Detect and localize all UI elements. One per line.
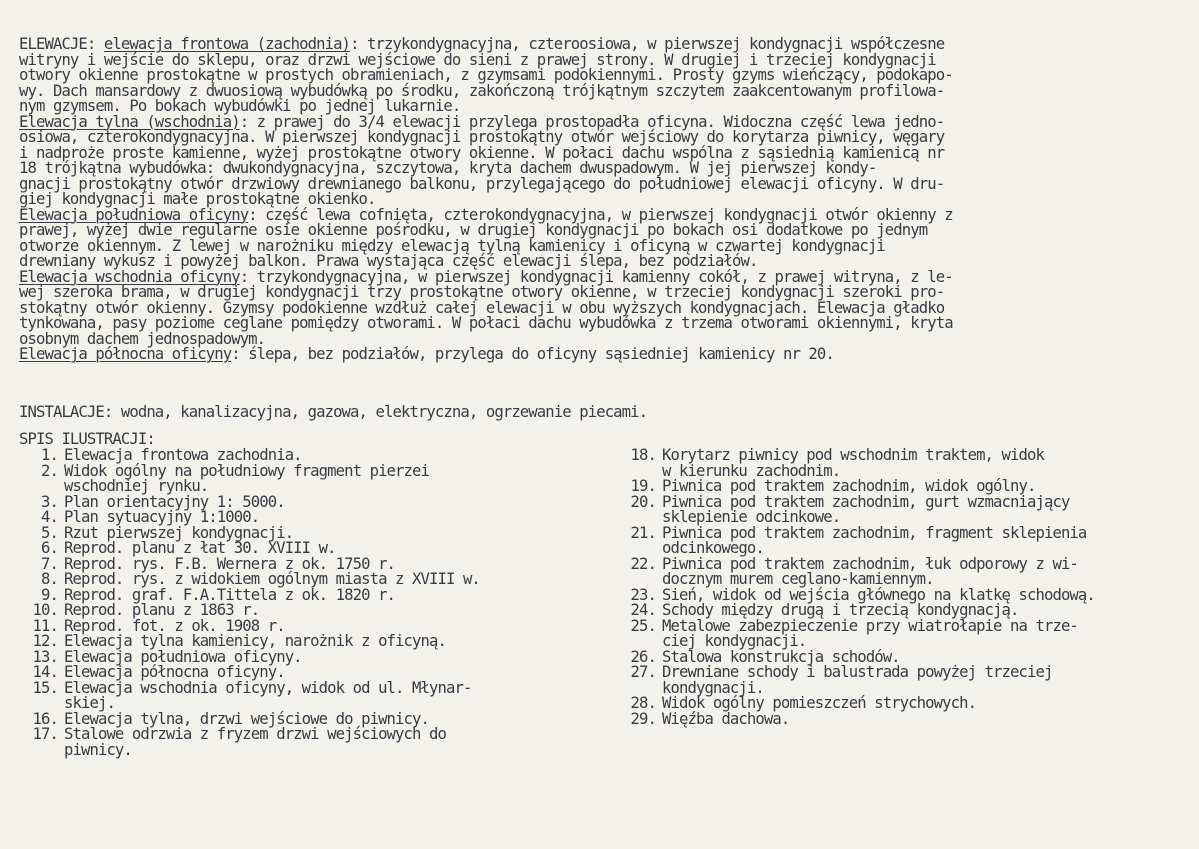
list-item xyxy=(612,709,1095,728)
item-text: Korytarz piwnicy pod wschodnim traktem, widok xyxy=(662,446,1044,464)
text-span: i nadproże proste kamienne, wyżej prostokątne otwory okienne. W połaci dachu wspólna z sąsiednią kamienicą nr xyxy=(19,143,945,162)
text-span: osobnym dachem jednospadowym. xyxy=(19,329,266,348)
illustrations-list-right xyxy=(612,448,1095,727)
item-text: Piwnica pod traktem zachodnim, gurt wzmacniający xyxy=(662,492,1070,511)
item-text: Plan sytuacyjny 1:1000. xyxy=(64,508,260,526)
item-text: docznym murem ceglano-kamiennym. xyxy=(662,570,934,588)
item-number: 18. xyxy=(630,446,656,464)
item-text: Rzut pierwszej kondygnacji. xyxy=(64,523,294,542)
item-text: Metalowe zabezpieczenie przy wiatrołapie na trze- xyxy=(662,616,1078,635)
item-text: Schody między drugą i trzecią kondygnacją. xyxy=(662,601,1019,619)
item-number: 16. xyxy=(32,709,58,728)
item-number: 10. xyxy=(32,601,58,619)
item-number: 4. xyxy=(41,508,58,526)
item-number: 25. xyxy=(630,616,656,635)
item-number: 6. xyxy=(41,539,58,557)
item-text: Elewacja frontowa zachodnia. xyxy=(64,446,302,464)
item-text: Elewacja tylna kamienicy, narożnik z oficyną. xyxy=(64,632,446,650)
installations-line: INSTALACJE: wodna, kanalizacyjna, gazowa, elektryczna, ogrzewanie piecami. xyxy=(19,403,648,421)
list-item xyxy=(14,678,480,712)
item-number: 22. xyxy=(630,554,656,573)
text-span: nym gzymsem. Po bokach wybudówki po jednej lukarnie. xyxy=(19,97,461,115)
item-number: 5. xyxy=(41,523,58,542)
section-heading: Elewacja tylna (wschodnia) xyxy=(19,112,240,131)
text-span: : ślepa, bez podziałów, przylega do oficyny sąsiedniej kamienicy nr 20. xyxy=(231,345,834,363)
list-item xyxy=(14,727,480,758)
item-text: Plan orientacyjny 1: 5000. xyxy=(64,492,285,511)
item-number: 21. xyxy=(630,523,656,542)
text-span: tynkowana, pasy poziome ceglane pomiędzy otworami. W połaci dachu wybudówka z trzema otworami okiennymi, kryta xyxy=(19,314,953,332)
item-number: 1. xyxy=(41,446,58,464)
item-number: 7. xyxy=(41,554,58,573)
item-text: Reprod. planu z łat 30. XVIII w. xyxy=(64,539,336,557)
item-text: odcinkowego. xyxy=(662,539,764,557)
section-heading: Elewacja południowa oficyny xyxy=(19,205,249,224)
text-span: : z prawej do 3/4 elewacji przylega prostopadła oficyna. Widoczna część lewa jedno- xyxy=(239,112,945,131)
item-number: 11. xyxy=(32,616,58,635)
text-span: stokątny otwór okienny. Gzymsy podokienne wzdłuż całej elewacji w obu wyższych kondygnacjach. Elewacja gładko xyxy=(19,298,945,317)
item-text: ciej kondygnacji. xyxy=(662,632,807,650)
elevations-section xyxy=(19,37,1184,363)
item-text: kondygnacji. xyxy=(662,678,764,697)
list-item xyxy=(612,665,1095,696)
item-text: Reprod. rys. F.B. Wernera z ok. 1750 r. xyxy=(64,554,396,573)
illustrations-list-left xyxy=(14,448,480,758)
item-number: 15. xyxy=(32,678,58,697)
item-text: Sień, widok od wejścia głównego na klatkę schodową. xyxy=(662,585,1095,604)
item-text: Piwnica pod traktem zachodnim, fragment sklepienia xyxy=(662,523,1087,542)
item-text: Stalowa konstrukcja schodów. xyxy=(662,647,900,666)
item-text: Reprod. planu z 1863 r. xyxy=(64,601,260,619)
text-line xyxy=(19,347,1184,363)
text-span: giej kondygnacji małe prostokątne okienko. xyxy=(19,190,376,208)
item-text: Więźba dachowa. xyxy=(662,709,790,728)
item-text: w kierunku zachodnim. xyxy=(662,461,841,480)
item-number: 2. xyxy=(41,461,58,480)
item-number: 23. xyxy=(630,585,656,604)
item-text: Piwnica pod traktem zachodnim, widok ogólny. xyxy=(662,477,1036,495)
item-text: sklepienie odcinkowe. xyxy=(662,508,841,526)
item-number: 24. xyxy=(630,601,656,619)
item-number: 8. xyxy=(41,570,58,588)
list-item xyxy=(612,448,1095,479)
text-span: gnacji prostokątny otwór drzwiowy drewnianego balkonu, przylegającego do południowej elewacji oficyny. W dru- xyxy=(19,174,945,193)
item-text: Reprod. fot. z ok. 1908 r. xyxy=(64,616,285,635)
item-text: wschodniej rynku. xyxy=(64,477,209,495)
item-number: 29. xyxy=(630,709,656,728)
list-item xyxy=(14,461,480,495)
item-number: 26. xyxy=(630,647,656,666)
item-text: Stalowe odrzwia z fryzem drzwi wejściowych do xyxy=(64,725,446,743)
text-span: drewniany wykusz i powyżej balkon. Prawa wystająca część elewacji ślepa, bez podziałów. xyxy=(19,252,758,270)
text-span: ELEWACJE: xyxy=(19,35,104,53)
text-span: 18 trójkątna wybudówka: dwukondygnacyjna, szczytowa, kryta dachem dwuspadowym. W jej pierwszej kondy- xyxy=(19,159,877,177)
item-text: skiej. xyxy=(64,694,115,712)
item-number: 17. xyxy=(32,725,58,743)
text-span: osiowa, czterokondygnacyjna. W pierwszej kondygnacji prostokątny otwór wejściowy do korytarza piwnicy, węgary xyxy=(19,128,945,146)
text-span: otworze okiennym. Z lewej w narożniku między elewacją tylną kamienicy i oficyną w czwartej kondygnacji xyxy=(19,236,885,255)
item-number: 27. xyxy=(630,663,656,681)
item-text: Elewacja północna oficyny. xyxy=(64,663,285,681)
section-heading: Elewacja wschodnia oficyny xyxy=(19,267,240,286)
text-span: otwory okienne prostokątne w prostych obramieniach, z gzymsami podokiennymi. Prosty gzyms wieńczący, podokapo- xyxy=(19,66,953,84)
illustrations-heading: SPIS ILUSTRACJI: xyxy=(19,430,155,448)
item-text: Elewacja południowa oficyny. xyxy=(64,647,302,666)
text-span: wy. Dach mansardowy z dwuosiową wybudówką po środku, zakończoną trójkątnym szczytem zaakcentowanym profilowa- xyxy=(19,81,945,100)
item-number: 3. xyxy=(41,492,58,511)
list-item xyxy=(612,523,1095,557)
item-text: Piwnica pod traktem zachodnim, łuk odporowy z wi- xyxy=(662,554,1078,573)
item-number: 28. xyxy=(630,694,656,712)
text-span: witryny i wejście do sklepu, oraz drzwi wejściowe do sieni z prawej strony. W drugiej i trzeciej kondygnacji xyxy=(19,50,936,69)
item-number: 19. xyxy=(630,477,656,495)
item-text: Widok ogólny na południowy fragment pierzei xyxy=(64,461,429,480)
item-text: Reprod. graf. F.A.Tittela z ok. 1820 r. xyxy=(64,585,396,604)
text-span: : trzykondygnacyjna, w pierwszej kondygnacji kamienny cokół, z prawej witryna, z le- xyxy=(239,267,953,286)
item-number: 20. xyxy=(630,492,656,511)
item-number: 12. xyxy=(32,632,58,650)
item-text: piwnicy. xyxy=(64,740,132,759)
list-item xyxy=(612,492,1095,526)
section-heading: elewacja frontowa (zachodnia) xyxy=(103,35,351,53)
item-text: Elewacja tylna, drzwi wejściowe do piwnicy. xyxy=(64,709,429,728)
list-item xyxy=(612,616,1095,650)
text-span: prawej, wyżej dwie regularne osie okienne pośrodku, w drugiej kondygnacji po bokach osi dodatkowe po jednym xyxy=(19,221,928,239)
text-span: : część lewa cofnięta, czterokondygnacyjna, w pierwszej kondygnacji otwór okienny z xyxy=(248,205,953,224)
item-number: 14. xyxy=(32,663,58,681)
item-text: Drewniane schody i balustrada powyżej trzeciej xyxy=(662,663,1053,681)
item-number: 9. xyxy=(41,585,58,604)
item-text: Reprod. rys. z widokiem ogólnym miasta z XVIII w. xyxy=(64,570,480,588)
text-span: wej szeroka brama, w drugiej kondygnacji trzy prostokątne otwory okienne, w trzeciej kondygnacji szeroki pro- xyxy=(19,283,945,301)
item-text: Elewacja wschodnia oficyny, widok od ul. Młynar- xyxy=(64,678,472,697)
text-span: : trzykondygnacyjna, czteroosiowa, w pierwszej kondygnacji współczesne xyxy=(350,35,945,53)
item-number: 13. xyxy=(32,647,58,666)
item-text: Widok ogólny pomieszczeń strychowych. xyxy=(662,694,977,712)
list-item xyxy=(612,554,1095,588)
section-heading: Elewacja północna oficyny xyxy=(19,345,232,363)
